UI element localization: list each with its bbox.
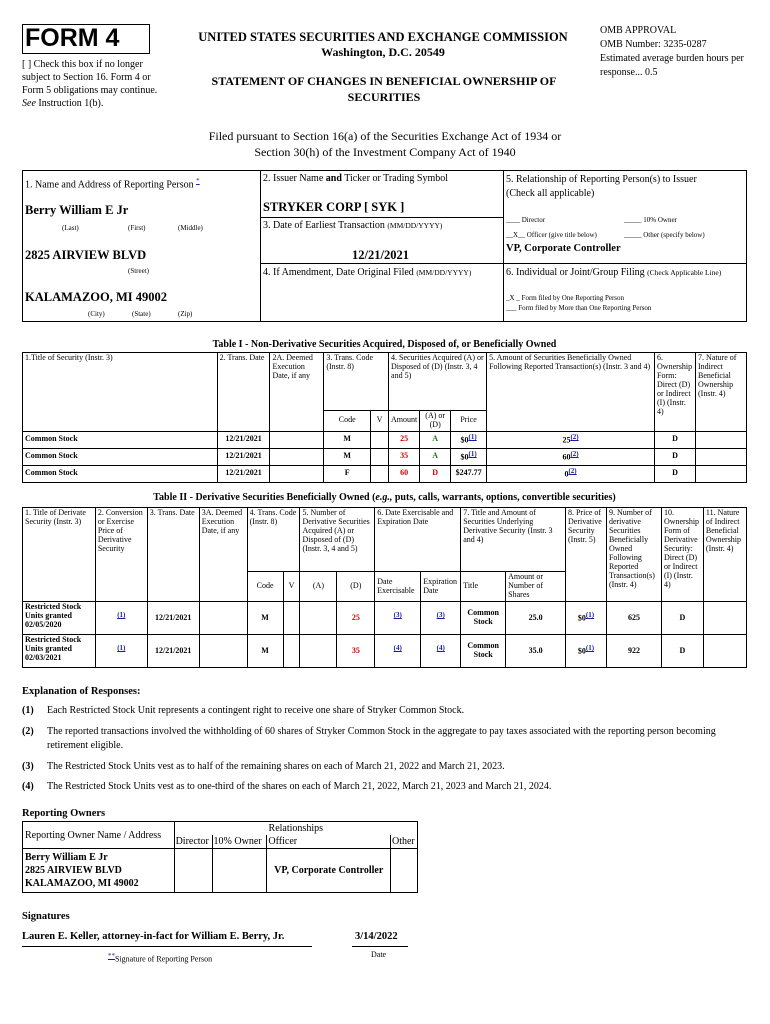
omb-burden: Estimated average burden hours per response... 0.5 — [600, 53, 744, 78]
ten-owner-cell — [212, 849, 267, 893]
explanation-item — [22, 760, 742, 775]
last-label: (Last) — [62, 224, 79, 232]
reporting-person-name: Berry William E Jr — [25, 203, 129, 217]
omb-number: OMB Number: 3235-0287 — [600, 39, 707, 50]
owner-name: Berry William E Jr — [25, 852, 108, 863]
explanation-text: The Restricted Stock Units vest as to half of the remaining shares on each of March 21, 2022 and March 21, 2023. — [47, 760, 505, 772]
signature-line — [22, 946, 312, 947]
relationship-label — [506, 173, 744, 200]
other-header: Other — [390, 835, 417, 849]
signatures-title: Signatures — [22, 911, 70, 922]
table2-header-row — [23, 508, 747, 572]
t1-deemed — [270, 448, 324, 465]
explanation-list — [22, 704, 742, 795]
officer-title: VP, Corporate Controller — [506, 243, 621, 254]
table-row — [23, 448, 747, 465]
agency-city: Washington, D.C. 20549 — [321, 45, 445, 59]
owner-city: KALAMAZOO, MI 49002 — [25, 878, 139, 889]
footnote-link[interactable]: (4) — [393, 644, 402, 653]
t2-a-val — [300, 602, 337, 635]
t2-h9: 9. Number of derivative Securities Beneficially Owned Following Reported Transaction(s) (Instr. 4) — [606, 508, 661, 602]
t1-amount-val: 25 — [389, 431, 420, 448]
owners-header-row — [23, 822, 418, 836]
t1-code-val: F — [324, 465, 371, 482]
table-row — [23, 635, 747, 668]
footnote-link[interactable]: (3) — [393, 611, 402, 620]
footnote-link[interactable]: (1) — [585, 644, 595, 653]
t1-v-val — [371, 465, 389, 482]
t1-title: Common Stock — [23, 465, 218, 482]
t1-price-val — [451, 431, 487, 448]
t1-ad-val: A — [420, 431, 451, 448]
owner-name-header: Reporting Owner Name / Address — [23, 822, 175, 849]
footnote-link[interactable]: (1) — [468, 433, 477, 442]
t2-form-val: D — [661, 602, 703, 635]
t1-owned-val — [487, 431, 655, 448]
t2-nature-val — [703, 635, 746, 668]
t1-code-val: M — [324, 431, 371, 448]
form-title: FORM 4 — [25, 24, 120, 52]
t1-form-val: D — [655, 431, 696, 448]
t1-date: 12/21/2021 — [217, 431, 270, 448]
t1-title: Common Stock — [23, 431, 218, 448]
t1-h2: 2. Trans. Date — [217, 353, 270, 432]
reporting-person-footnote-link[interactable]: * — [196, 177, 200, 185]
t1-ad-val: A — [420, 448, 451, 465]
date-label: Date — [371, 950, 387, 959]
t2-uamt-val: 35.0 — [506, 635, 566, 668]
explanation-num: (2) — [22, 725, 34, 737]
one-person-option[interactable]: _X _ Form filed by One Reporting Person — [506, 294, 625, 302]
t2-h11: 11. Nature of Indirect Beneficial Ownership (Instr. 4) — [703, 508, 746, 602]
filed-line-2: Section 30(h) of the Investment Company Act of 1940 — [254, 144, 516, 159]
explanation-title: Explanation of Responses: — [22, 686, 141, 697]
owner-street: 2825 AIRVIEW BLVD — [25, 865, 122, 876]
t2-owned-val: 922 — [606, 635, 661, 668]
relationships-header: Relationships — [174, 822, 417, 836]
t2-utitle-val: Common Stock — [461, 635, 506, 668]
t1-h5: 5. Amount of Securities Beneficially Owned Following Reported Transaction(s) (Instr. 3 and 4) — [487, 353, 655, 432]
t2-a: (A) — [300, 572, 337, 602]
t1-date: 12/21/2021 — [217, 448, 270, 465]
t1-v: V — [371, 411, 389, 432]
t1-deemed — [270, 431, 324, 448]
t2-amt: Amount or Number of Shares — [506, 572, 566, 602]
table-row — [23, 602, 747, 635]
t1-nature-val — [696, 431, 747, 448]
owners-table — [22, 821, 418, 893]
issuer-label — [263, 173, 448, 184]
date-label: 3. Date of Earliest Transaction — [263, 220, 385, 231]
box-issuer — [260, 170, 504, 322]
filing-title: 6. Individual or Joint/Group Filing — [506, 267, 645, 278]
table1 — [22, 352, 747, 483]
earliest-date-label — [263, 220, 442, 231]
table2-title — [22, 492, 747, 503]
omb-approval: OMB APPROVAL — [600, 25, 677, 36]
t2-h3a: 3A. Deemed Execution Date, if any — [199, 508, 247, 602]
director-header: Director — [174, 835, 212, 849]
amendment-label — [263, 267, 471, 278]
t2-d-val: 25 — [337, 602, 375, 635]
price-text: $247.77 — [455, 468, 482, 478]
t2-v-val — [283, 635, 300, 668]
agency-name: UNITED STATES SECURITIES AND EXCHANGE COMMISSION — [198, 30, 568, 44]
t1-nature-val — [696, 465, 747, 482]
issuer-name: STRYKER CORP [ SYK ] — [263, 200, 405, 214]
director-cell — [174, 849, 212, 893]
instruction-ref: Instruction 1(b). — [35, 98, 104, 109]
date-line — [352, 946, 408, 947]
footnote-link[interactable]: (2) — [568, 467, 577, 476]
t1-form-val: D — [655, 448, 696, 465]
signer-name: Lauren E. Keller, attorney-in-fact for William E. Berry, Jr. — [22, 931, 285, 942]
explanation-text: The reported transactions involved the withholding of 60 shares of Stryker Common Stock in the aggregate to pay taxes associated with the reporting person becoming retirement eligible. — [47, 725, 716, 751]
t2-conv-val — [95, 602, 147, 635]
middle-label: (Middle) — [178, 224, 203, 232]
footnote-link[interactable]: (1) — [585, 611, 595, 620]
t2-code-val: M — [247, 602, 283, 635]
footnote-link[interactable]: (2) — [570, 433, 579, 442]
t2-h5: 5. Number of Derivative Securities Acquired (A) or Disposed of (D) (Instr. 3, 4 and 5) — [300, 508, 375, 572]
t2-uamt-val: 25.0 — [506, 602, 566, 635]
t2-title-val: Restricted Stock Units granted 02/03/2021 — [23, 635, 96, 668]
reporting-city: KALAMAZOO, MI 49002 — [25, 290, 168, 304]
t2-h10: 10. Ownership Form of Derivative Security: Direct (D) or Indirect (I) (Instr. 4) — [661, 508, 703, 602]
checkbox-label: [ ] Check this box if no longer subject to Section 16. Form 4 or Form 5 obligations may continue. — [22, 59, 158, 96]
section16-checkbox-text[interactable] — [22, 58, 170, 110]
first-label: (First) — [128, 224, 146, 232]
table1-header-row — [23, 353, 747, 411]
t2-expir-val — [421, 635, 461, 668]
t2-exer-val — [375, 635, 421, 668]
other-option[interactable]: _____ Other (specify below) — [624, 231, 705, 239]
issuer-label-pre: 2. Issuer Name — [263, 173, 326, 184]
t2-d-val: 35 — [337, 635, 375, 668]
t1-deemed — [270, 465, 324, 482]
footnote-link[interactable]: (4) — [436, 644, 445, 653]
t1-owned-val — [487, 465, 655, 482]
street-label: (Street) — [128, 267, 149, 275]
t2-price-val — [565, 635, 606, 668]
director-option[interactable]: ____ Director — [506, 216, 546, 224]
owned-text: 60 — [562, 452, 571, 462]
t1-v-val — [371, 431, 389, 448]
price-text: $0 — [460, 452, 469, 462]
t1-title: Common Stock — [23, 448, 218, 465]
amend-label: 4. If Amendment, Date Original Filed — [263, 267, 414, 278]
signature-footnote-link[interactable]: ** — [108, 952, 115, 960]
more-person-option[interactable]: ___ Form filed by More than One Reporting Person — [506, 304, 652, 312]
t1-form-val: D — [655, 465, 696, 482]
t1-owned-val — [487, 448, 655, 465]
filing-label — [506, 267, 721, 278]
relationship-sub: (Check all applicable) — [506, 187, 595, 199]
t2-price-val — [565, 602, 606, 635]
explanation-num: (4) — [22, 781, 34, 792]
t2-title-val: Restricted Stock Units granted 02/05/2020 — [23, 602, 96, 635]
t2-a-val — [300, 635, 337, 668]
t1-price-val — [451, 448, 487, 465]
t2-deemed-val — [199, 635, 247, 668]
t1-nature-val — [696, 448, 747, 465]
t2-v: V — [283, 572, 300, 602]
t2-h6: 6. Date Exercisable and Expiration Date — [375, 508, 461, 572]
price-text: $0 — [577, 646, 586, 656]
label-text: 1. Name and Address of Reporting Person — [25, 179, 194, 191]
footnote-link[interactable]: (1) — [117, 644, 126, 653]
table-row — [23, 431, 747, 448]
issuer-label-and: and — [325, 173, 342, 184]
zip-label: (Zip) — [178, 310, 193, 318]
t2-d: (D) — [337, 572, 375, 602]
ten-owner-header: 10% Owner — [212, 835, 267, 849]
t2-h2: 2. Conversion or Exercise Price of Derivative Security — [95, 508, 147, 602]
t1-aord: (A) or (D) — [420, 411, 451, 432]
signature-label — [108, 952, 212, 964]
t2-h4: 4. Trans. Code (Instr. 8) — [247, 508, 300, 572]
other-cell — [390, 849, 417, 893]
footnote-link[interactable]: (1) — [117, 611, 126, 620]
price-text: $0 — [460, 435, 469, 445]
reporting-person-label — [25, 177, 200, 190]
t2-h3: 3. Trans. Date — [147, 508, 199, 602]
t2-exer-val — [375, 602, 421, 635]
t1-h1: 1.Title of Security (Instr. 3) — [23, 353, 218, 432]
t2-v-val — [283, 602, 300, 635]
t2-expir: Expiration Date — [421, 572, 461, 602]
ten-pct-option[interactable]: _____ 10% Owner — [624, 216, 677, 224]
t1-v-val — [371, 448, 389, 465]
t1-h3: 3. Trans. Code (Instr. 8) — [324, 353, 389, 411]
t2-deemed-val — [199, 602, 247, 635]
signature-date: 3/14/2022 — [355, 931, 398, 942]
t1-amount-val: 60 — [389, 465, 420, 482]
t2-utitle-val: Common Stock — [461, 602, 506, 635]
t2-title-post: puts, calls, warrants, options, convertible securities) — [392, 492, 616, 503]
filed-line-1: Filed pursuant to Section 16(a) of the Securities Exchange Act of 1934 or — [208, 129, 562, 143]
t1-code: Code — [324, 411, 371, 432]
explanation-num: (3) — [22, 760, 34, 772]
t2-h1: 1. Title of Derivate Security (Instr. 3) — [23, 508, 96, 602]
t2-date-val: 12/21/2021 — [147, 635, 199, 668]
t1-amount-val: 35 — [389, 448, 420, 465]
t1-h2a: 2A. Deemed Execution Date, if any — [270, 353, 324, 432]
omb-box — [600, 24, 750, 80]
amend-format: (MM/DD/YYYY) — [416, 268, 472, 277]
explanation-text: The Restricted Stock Units vest as to one-third of the shares on each of March 21, 2022, March 21, 2023 and March 21, 2024. — [47, 781, 552, 792]
filed-pursuant — [100, 129, 670, 160]
divider — [260, 263, 747, 264]
table-row — [23, 465, 747, 482]
t1-code-val: M — [324, 448, 371, 465]
footnote-link[interactable]: (3) — [436, 611, 445, 620]
t2-title: Title — [461, 572, 506, 602]
owner-name-cell — [23, 849, 175, 893]
t1-date: 12/21/2021 — [217, 465, 270, 482]
t1-price-val — [451, 465, 487, 482]
t1-h6: 6. Ownership Form: Direct (D) or Indirect (I) (Instr. 4) — [655, 353, 696, 432]
earliest-date: 12/21/2021 — [352, 248, 409, 262]
issuer-label-post: Ticker or Trading Symbol — [341, 173, 449, 184]
t1-price: Price — [451, 411, 487, 432]
t1-h4: 4. Securities Acquired (A) or Disposed of (D) (Instr. 3, 4 and 5) — [389, 353, 487, 411]
explanation-item — [22, 780, 742, 795]
state-label: (State) — [132, 310, 151, 318]
footnote-link[interactable]: (2) — [570, 450, 579, 459]
divider — [260, 217, 504, 218]
filing-note: (Check Applicable Line) — [647, 268, 722, 277]
t2-code-val: M — [247, 635, 283, 668]
owners-title: Reporting Owners — [22, 808, 106, 819]
t1-h7: 7. Nature of Indirect Beneficial Ownership (Instr. 4) — [696, 353, 747, 432]
table1-title: Table I - Non-Derivative Securities Acquired, Disposed of, or Beneficially Owned — [212, 339, 557, 350]
officer-cell: VP, Corporate Controller — [267, 849, 391, 893]
date-format: (MM/DD/YYYY) — [387, 221, 443, 230]
statement-title: STATEMENT OF CHANGES IN BENEFICIAL OWNERSHIP OF SECURITIES — [211, 74, 557, 104]
owned-text: 25 — [562, 435, 571, 445]
t2-nature-val — [703, 602, 746, 635]
t2-conv-val — [95, 635, 147, 668]
t2-h7: 7. Title and Amount of Securities Underlying Derivative Security (Instr. 3 and 4) — [461, 508, 566, 572]
t2-title-pre: Table II - Derivative Securities Beneficially Owned ( — [153, 492, 376, 503]
explanation-text: Each Restricted Stock Unit represents a contingent right to receive one share of Stryker Common Stock. — [47, 705, 465, 716]
explanation-item — [22, 725, 742, 754]
owned-text: 0 — [564, 469, 569, 479]
t1-amount: Amount — [389, 411, 420, 432]
t2-title-eg: e.g., — [375, 492, 393, 503]
see-label: See — [22, 98, 36, 109]
t2-exer: Date Exercisable — [375, 572, 421, 602]
reporting-street: 2825 AIRVIEW BLVD — [25, 248, 147, 262]
t2-date-val: 12/21/2021 — [147, 602, 199, 635]
table2 — [22, 507, 747, 668]
price-text: $0 — [577, 613, 586, 623]
t2-code: Code — [247, 572, 283, 602]
t1-ad-val: D — [420, 465, 451, 482]
t2-expir-val — [421, 602, 461, 635]
sig-label-text: Signature of Reporting Person — [115, 954, 213, 964]
officer-option[interactable]: __X__ Officer (give title below) — [506, 231, 597, 239]
t2-form-val: D — [661, 635, 703, 668]
officer-header: Officer — [267, 835, 391, 849]
explanation-num: (1) — [22, 705, 34, 716]
t2-owned-val: 625 — [606, 602, 661, 635]
relationship-title: 5. Relationship of Reporting Person(s) to Issuer — [506, 174, 697, 185]
city-label: (City) — [88, 310, 105, 318]
explanation-item — [22, 704, 742, 719]
footnote-link[interactable]: (1) — [468, 450, 477, 459]
t2-h8: 8. Price of Derivative Security (Instr. 5) — [565, 508, 606, 602]
owner-row — [23, 849, 418, 893]
